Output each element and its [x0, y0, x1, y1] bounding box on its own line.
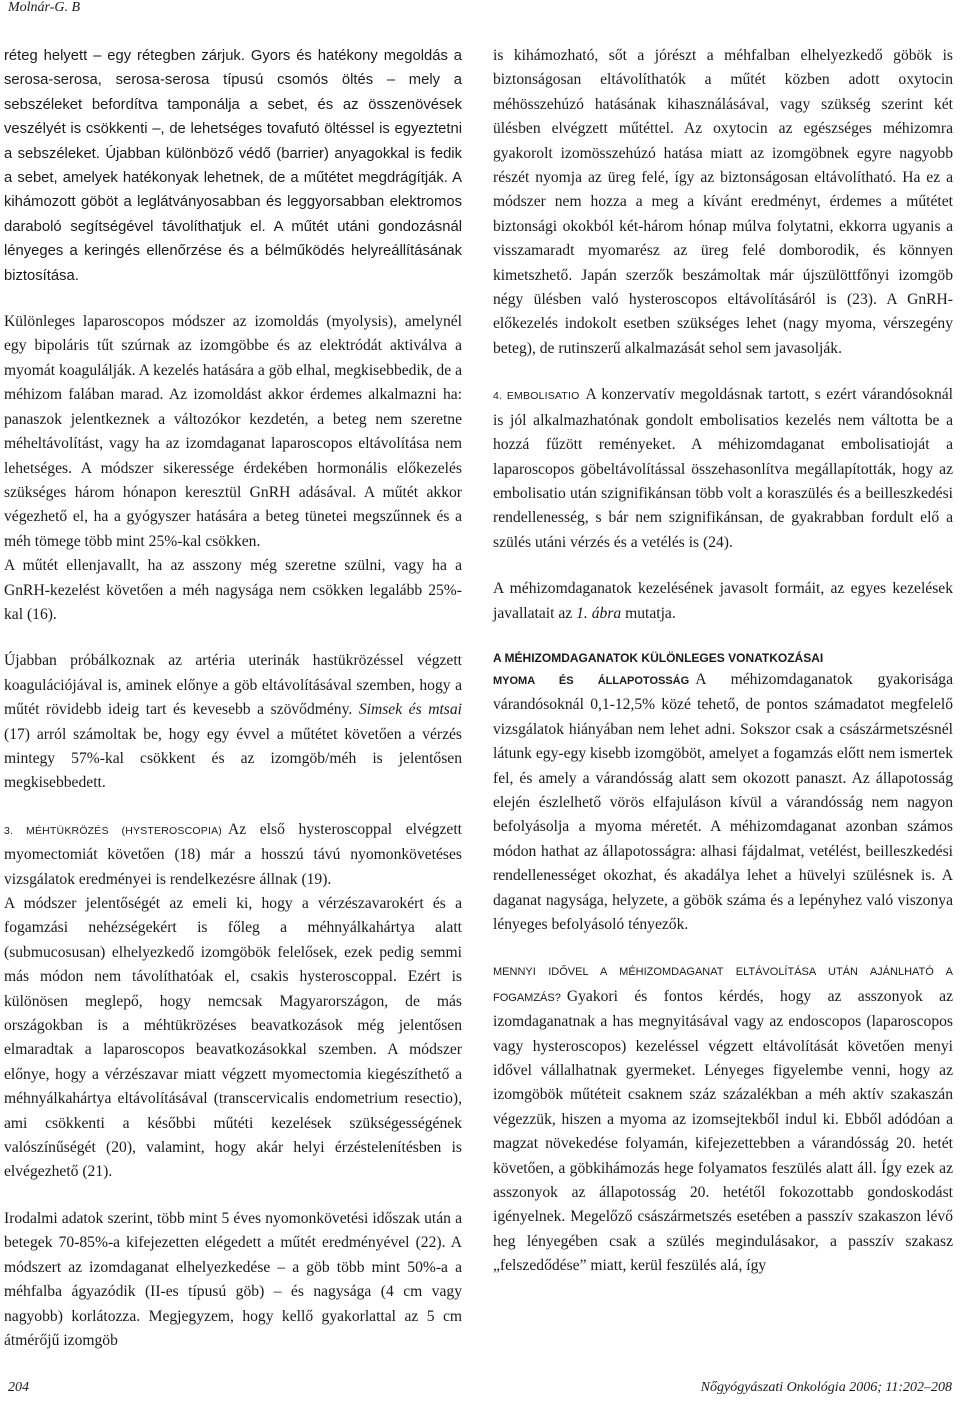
- right-paragraph-5-text: Gyakori és fontos kérdés, hogy az asszonyok az izomdaganatnak a has megnyitásával vagy az endoscopos (laparoscopos vagy hysteroscopos) kezeléssel végzett eltávolítását követően menyi idővel vállalhatnak gyermeket. Lényeges figyelembe venni, hogy az izomgöbök műtéteit csaknem száz százalékban a méh aktív szakaszán végezzük, hiszen a myoma az izomsejtekből indul ki. Ebből adódóan a magzat növekedése folyamán, kifejezettebben a várandósság 20. hetét követően, a göbkihámozás hege folyamatos feszülés alatt áll. Így ezek az asszonyok az állapotosság 20. hetétől fokozottabb gondoskodást igényelnek. Megelőző császármetszés esetében a passzív szakaszon lévő heg lényegében csak a szülés megindulásakor, a passzív szakasz „felszedődése” miatt, kerül feszülés alá, így: [493, 987, 953, 1275]
- section-3-heading: 3. MÉHTÜKRÖZÉS (HYSTEROSCOPIA): [4, 824, 222, 837]
- left-paragraph-1: réteg helyett – egy rétegben zárjuk. Gyors és hatékony megoldás a serosa-serosa, serosa-serosa típusú csomós öltés – mely a sebszéleket befordítva tamponálja a sebet, és az összenövések veszélyét is csökkenti –, de lehetséges tovafutó öltéssel is egyeztetni a sebszéleket. Újabban különböző védő (barrier) anyagokkal is fedik a sebet, amelyek hatékonyak lehetnek, de a műtétet megdrágítják. A kihámozott göböt a leglátványosabban és leggyorsabban elektromos daraboló segítségével távolíthatjuk el. A műtét utáni gondozásnál lényeges a keringés ellenőrzése és a bélműködés helyreállításának biztosítása.: [4, 48, 462, 284]
- figure-reference: 1. ábra: [576, 604, 622, 622]
- left-paragraph-2: Különleges laparoscopos módszer az izomoldás (myolysis), amelynél egy bipoláris tűt szúrnak az izomgöbbe és az elektródát aktiválva a myomát koagulálják. A kezelés hatására a göb elhal, megkisebbedik, de a méhizom falában marad. Az izomoldást akkor érdemes alkalmazni ha: panaszok jelentkeznek a változókor kezdetén, a beteg nem szeretne méheltávolítást, vagy ha az izomdaganat laparoscopos eltávolítása nem lehetséges. A módszer sikeressége érdekében hormonális előkezelés szükséges három hónapon keresztül GnRH adásával. A műtét akkor végezhető el, ha a gyógyszer hatására a beteg tünetei megszűnnek és a méh tömege több mint 25%-kal csökken.: [4, 313, 462, 550]
- left-paragraph-7: Irodalmi adatok szerint, több mint 5 éves nyomonkövetési időszak után a betegek 70-85%-a kifejezetten elégedett a műtét eredményével (22). A módszert az izomdaganat elhelyezkedése – a göb több mint 50%-a a méhfalba ágyazódik (II-es típusú göb) – és nagysága (4 cm vagy nagyobb) korlátozza. Megjegyzem, hogy kellő gyakorlattal az 5 cm átmérőjű izomgöb: [4, 1209, 462, 1349]
- left-paragraph-5-text: Az első hysteroscoppal elvégzett myomectomiát követően (18) már a hosszú távú nyomonkövetéses vizsgálatok eredményei is rendelkezésre állnak (19).: [4, 820, 462, 888]
- running-head: Molnár-G. B: [8, 0, 81, 15]
- left-paragraph-6: A módszer jelentőségét az emeli ki, hogy a vérzészavarokért és a fogamzási nehézségekért is főleg a méhnyálkahártya alatt (submucosusan) elhelyezkedő izomgöbök felelősek, ezek pedig semmi más módon nem távolíthatóak el, csakis hysteroscoppal. Ezért is különösen meglepő, hogy nemcsak Magyarországon, de más országokban is a méhtükrözéses beavatkozások még jelentősen elmaradtak a laparoscopos beavatkozásokkal szemben. A módszer előnye, hogy a vérzészavar miatt végzett myomectomia kiegészíthető a méhnyálkahártya eltávolításával (transcervicalis endometrium resectio), ami csökkenti a későbbi műtéti kezelések szükségességének valószínűségét (20), valamint, hogy akár helyi érzéstelenítésben is elvégezhető (21).: [4, 895, 462, 1181]
- right-paragraph-1: is kihámozható, sőt a jórészt a méhfalban elhelyezkedő göbök is biztonságosan eltávolíthatók a műtét közben adott oxytocin méhösszehúzó hatásának kihasználásával, vagy szükség szerint két ülésben elvégzett műtéttel. Az oxytocin az egészséges méhizomra gyakorolt izomösszehúzó hatása miatt az izomgöbnek egyre nagyobb részét nyomja az üreg felé, így az biztonságosan eltávolítható. Ha ez a módszer nem hozza a meg a kívánt eredményt, érdemes a műtétet biztonsági okokból két-három hónap múlva folytatni, ekkorra ugyanis a visszamaradt myomarész az üreg felé domborodik, és könnyen kimetszhető. Japán szerzők beszámoltak már újszülöttfőnyi izomgöb négy ülésben való hysteroscopos eltávolításáról is (23). A GnRH-előkezelés indokolt esetben szükséges lehet (nagy myoma, vérszegény beteg), de rutinszerű alkalmazását sehol sem javasolják.: [493, 47, 953, 357]
- section-title-special-aspects: A MÉHIZOMDAGANATOK KÜLÖNLEGES VONATKOZÁSAI: [493, 650, 824, 665]
- section-4-heading: 4. EMBOLISATIO: [493, 390, 580, 403]
- right-paragraph-3: [493, 577, 953, 626]
- page-number: 204: [8, 1380, 29, 1395]
- right-column: [493, 44, 953, 1301]
- subheading-myoma-pregnancy: MYOMA ÉS ÁLLAPOTOSSÁG: [493, 674, 690, 687]
- right-paragraph-3-text-a: A méhizomdaganatok kezelésének javasolt formáit, az egyes kezelések javallatait az: [493, 580, 953, 622]
- right-paragraph-3-text-b: mutatja.: [621, 604, 676, 622]
- subheading-conception-timing: MENNYI IDŐVEL A MÉHIZOMDAGANAT ELTÁVOLÍTÁSA UTÁN AJÁNLHATÓ A FOGAMZÁS?: [493, 966, 953, 1004]
- left-paragraph-3: A műtét ellenjavallt, ha az asszony még szeretne szülni, vagy ha a GnRH-kezelést követően a méh nagysága nem csökken legalább 25%-kal (16).: [4, 557, 462, 623]
- right-paragraph-2: [493, 383, 953, 555]
- left-paragraph-4-text-a: Újabban próbálkoznak az artéria uterinák hastükrözéssel végzett koagulációjával is, aminek előnye a göb eltávolításával szemben, hogy a műtét rövidebb ideig tart és kevesebb a szövődmény.: [4, 652, 462, 719]
- journal-citation: Nőgyógyászati Onkológia 2006; 11:202–208: [700, 1380, 952, 1395]
- left-paragraph-4: [4, 649, 462, 795]
- right-paragraph-2-text: A konzervatív megoldásnak tartott, s ezért várandósoknál is jól alkalmazhatónak gondolt embolisatios kezelés nem váltotta be a hozzá fűzött reményeket. A méhizomdaganat embolisatioját a laparoscopos göbeltávolítással összehasonlítva megállapították, hogy az embolisatio után szignifikánsan több volt a koraszülés és a beilleszkedési rendellenesség, s bár nem szignifikánsan, de gyakrabban fordult elő a szülés utáni vérzés és a vetélés is (24).: [493, 386, 953, 551]
- left-paragraph-4-text-b: (17) arról számoltak be, hogy egy évvel a műtétet követően a vérzés mintegy 57%-kal csökkent és az izomgöb/méh is jelentősen megkisebbedett.: [4, 725, 462, 792]
- left-column: [4, 44, 462, 1375]
- left-paragraph-4-citation: Simsek és mtsai: [358, 701, 462, 719]
- right-paragraph-5: [493, 959, 953, 1278]
- right-paragraph-4-text: A méhizomdaganatok gyakorisága várandósoknál 0,1-12,5% közé tehető, de pontos számadatot megfelelő vizsgálatok hiányában nem lehet adni. Sokszor csak a császármetszésnél látunk egy-egy kisebb izomgöböt, amelyet a fogamzás előtt nem ismertek fel, és amely a várandósság alatt sem okozott panaszt. Az állapotosság elején észlelhető vörös elfajuláson kívül a várandósság nem nagyon befolyásolja a myoma méretét. A méhizomdaganat azonban számos módon hathat az állapotosságra: alhasi fájdalmat, vetélést, beilleszkedési rendellenességet okozhat, és akadálya lehet a hüvelyi szülésnek is. A daganat nagysága, helyzete, a göbök száma és a lepényhez való viszonya lényeges befolyásoló tényezők.: [493, 670, 953, 933]
- left-paragraph-5: [4, 818, 462, 892]
- right-paragraph-4: [493, 668, 953, 937]
